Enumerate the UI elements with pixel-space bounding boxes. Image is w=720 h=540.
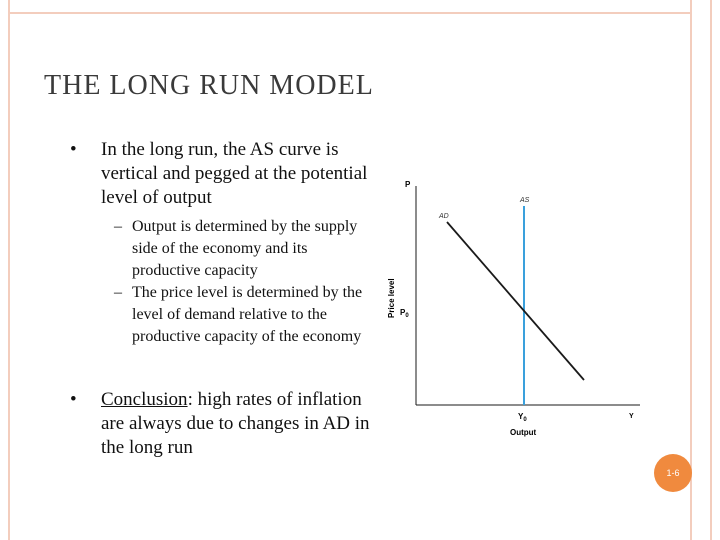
dash-marker: –: [114, 218, 122, 235]
ad-curve: [447, 222, 584, 380]
x-axis-title: Output: [510, 428, 537, 437]
y0-label: $Y_0$: [518, 412, 527, 423]
sub-bullet-price-level: [70, 282, 370, 348]
bullet-list: [70, 138, 370, 460]
y-axis-title: Price level: [387, 278, 396, 318]
ad-curve-label: AD: [439, 213, 449, 220]
bullet-text: In the long run, the AS curve is vertical and pegged at the potential level of output: [101, 139, 368, 208]
dash-marker: –: [114, 284, 122, 301]
bullet-item-as-curve: [70, 138, 370, 210]
p0-label: $P_0$: [400, 308, 409, 319]
bullet-marker: •: [70, 389, 77, 410]
decorative-border-top: [8, 12, 692, 14]
sub-bullet-text: The price level is determined by the level of demand relative to the productive capacity of the economy: [132, 284, 363, 345]
price-axis-label: P: [405, 180, 411, 189]
decorative-border-left: [8, 0, 10, 540]
output-axis-label: Y: [629, 413, 634, 420]
as-curve-label: AS: [520, 197, 530, 204]
conclusion-label: Conclusion: [101, 389, 188, 410]
slide-title: THE LONG RUN MODEL: [44, 70, 374, 101]
decorative-border-right-outer: [710, 0, 712, 540]
decorative-border-right-inner: [690, 0, 692, 540]
bullet-text: : high rates of inflation are always due to changes in AD in the long run: [101, 389, 370, 458]
sub-bullet-text: Output is determined by the supply side of the economy and its productive capacity: [132, 218, 358, 279]
bullet-marker: •: [70, 139, 77, 160]
as-ad-diagram: [378, 170, 648, 440]
bullet-item-conclusion: [70, 388, 370, 460]
page-number-badge: 1-6: [654, 454, 692, 492]
sub-bullet-output: [70, 216, 370, 282]
